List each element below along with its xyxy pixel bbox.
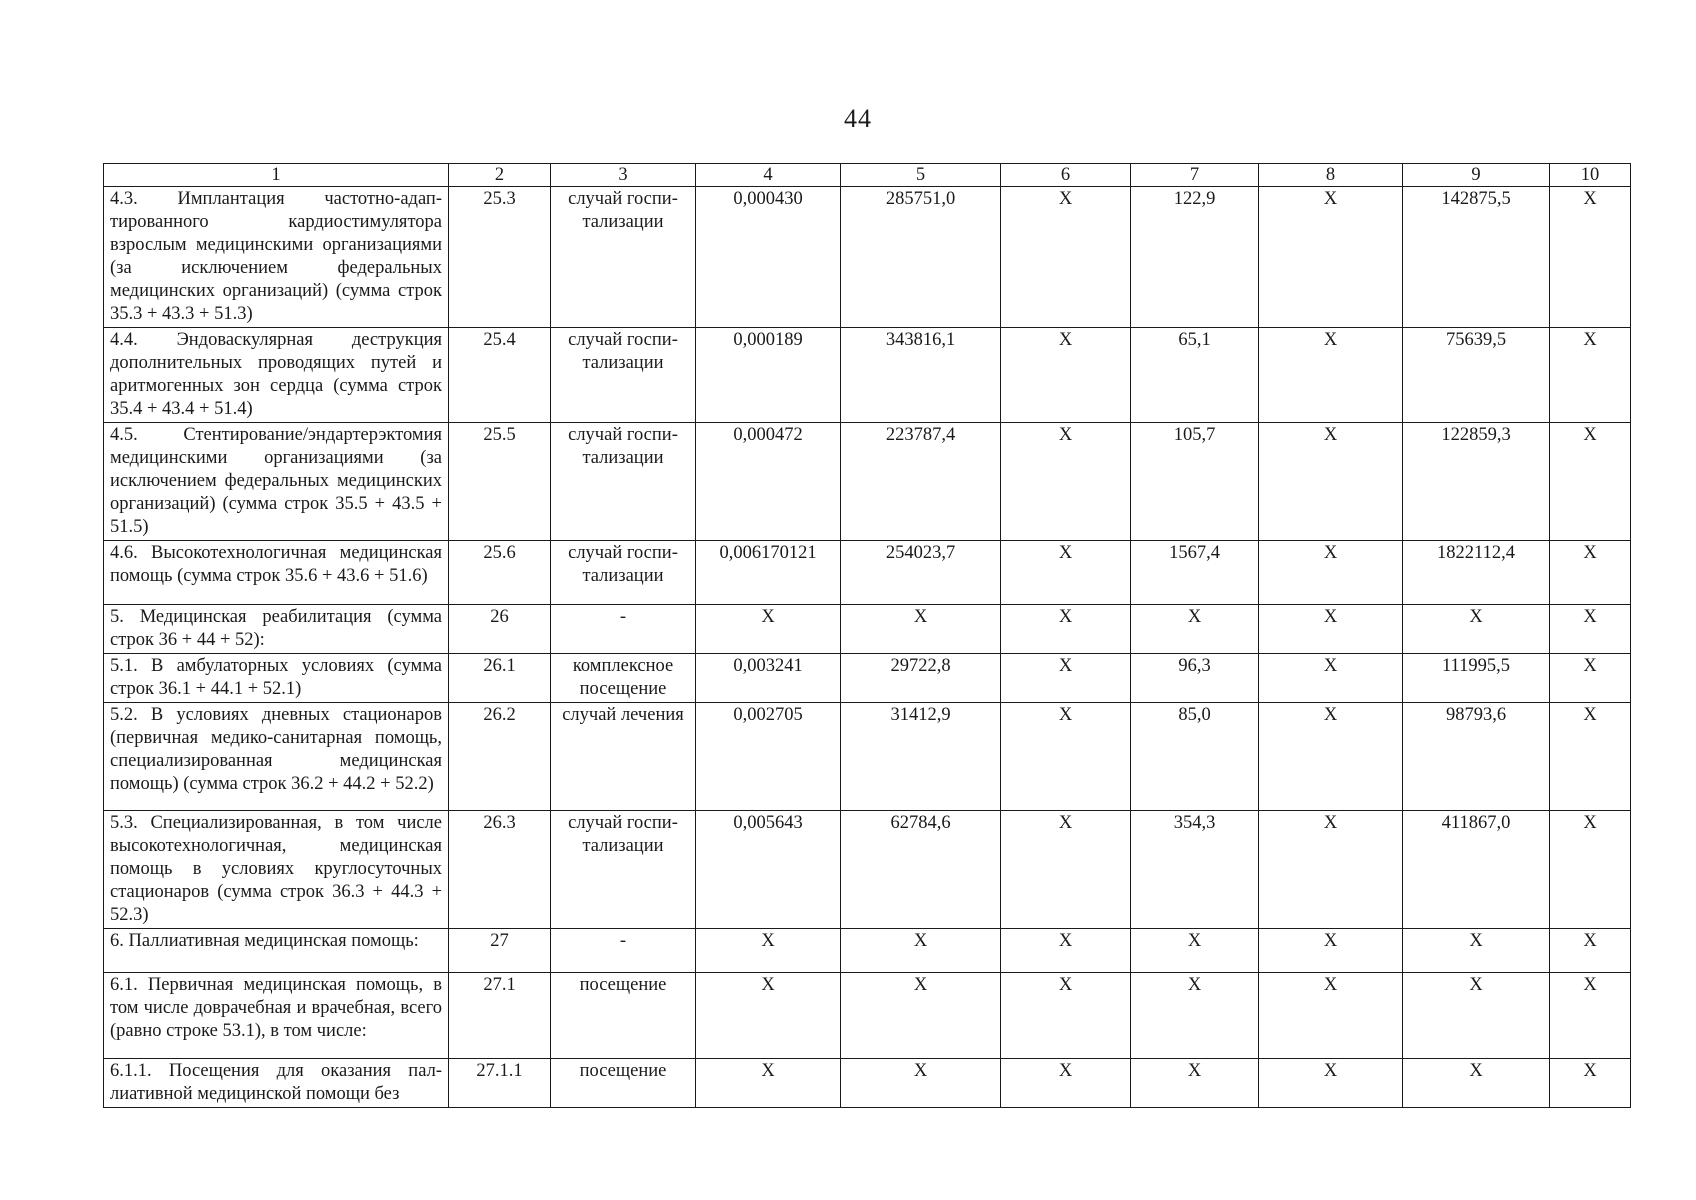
cell-col-8: Х <box>1259 605 1403 654</box>
cell-col-5: Х <box>841 1059 1001 1108</box>
table-row <box>104 605 1631 654</box>
table-header <box>104 164 1631 187</box>
cell-name: 4.3. Имплантация частотно-адаптированного кардиостимулятора взрослым медицинскими организациями (за исключением федеральных медицинских организаций) (сумма строк 35.3 + 43.3 + 51.3) <box>104 187 449 328</box>
cell-col-10: Х <box>1550 973 1631 1059</box>
cell-unit: комплексное посещение <box>551 654 696 703</box>
cell-col-4: 0,000430 <box>696 187 841 328</box>
table-row <box>104 328 1631 423</box>
cell-col-9: 98793,6 <box>1403 703 1550 811</box>
cell-name: 5.2. В условиях дневных стационаров (первичная медико-санитарная помощь, специализированная медицинская помощь) (сумма строк 36.2 + 44.2 + 52.2) <box>104 703 449 811</box>
cell-col-7: Х <box>1131 605 1259 654</box>
header-cell: 8 <box>1259 164 1403 187</box>
cell-row-code: 25.4 <box>449 328 551 423</box>
cell-unit: - <box>551 929 696 973</box>
cell-col-4: 0,006170121 <box>696 541 841 605</box>
page-number: 44 <box>844 104 872 133</box>
cell-col-10: Х <box>1550 1059 1631 1108</box>
cell-row-code: 26 <box>449 605 551 654</box>
cell-col-10: Х <box>1550 654 1631 703</box>
cell-col-7: Х <box>1131 1059 1259 1108</box>
cell-col-6: Х <box>1001 605 1131 654</box>
cell-name: 6.1. Первичная медицинская помощь, в том числе доврачебная и врачебная, всего (равно строке 53.1), в том числе: <box>104 973 449 1059</box>
cell-col-10: Х <box>1550 328 1631 423</box>
cell-col-5: 62784,6 <box>841 811 1001 929</box>
cell-col-6: Х <box>1001 187 1131 328</box>
cell-col-4: Х <box>696 973 841 1059</box>
cell-col-10: Х <box>1550 929 1631 973</box>
cell-col-5: Х <box>841 929 1001 973</box>
header-cell: 4 <box>696 164 841 187</box>
cell-col-6: Х <box>1001 973 1131 1059</box>
cell-col-7: 85,0 <box>1131 703 1259 811</box>
cell-col-5: 254023,7 <box>841 541 1001 605</box>
cell-col-8: Х <box>1259 654 1403 703</box>
cell-col-6: Х <box>1001 423 1131 541</box>
header-cell: 3 <box>551 164 696 187</box>
cell-col-9: 75639,5 <box>1403 328 1550 423</box>
cell-col-9: 111995,5 <box>1403 654 1550 703</box>
cell-row-code: 27.1.1 <box>449 1059 551 1108</box>
cell-col-8: Х <box>1259 541 1403 605</box>
cell-unit: - <box>551 605 696 654</box>
cell-col-8: Х <box>1259 703 1403 811</box>
table-row <box>104 703 1631 811</box>
cell-col-10: Х <box>1550 187 1631 328</box>
cell-col-5: 31412,9 <box>841 703 1001 811</box>
data-table <box>103 163 1631 1108</box>
cell-col-8: Х <box>1259 973 1403 1059</box>
table-row <box>104 654 1631 703</box>
header-row <box>104 164 1631 187</box>
cell-col-4: Х <box>696 1059 841 1108</box>
header-cell: 10 <box>1550 164 1631 187</box>
cell-col-9: 142875,5 <box>1403 187 1550 328</box>
cell-unit: посещение <box>551 973 696 1059</box>
cell-col-6: Х <box>1001 929 1131 973</box>
cell-col-7: Х <box>1131 929 1259 973</box>
cell-col-7: 354,3 <box>1131 811 1259 929</box>
header-cell: 2 <box>449 164 551 187</box>
cell-col-6: Х <box>1001 1059 1131 1108</box>
cell-col-8: Х <box>1259 929 1403 973</box>
cell-col-7: 1567,4 <box>1131 541 1259 605</box>
cell-unit: случай госпитализации <box>551 423 696 541</box>
cell-col-9: Х <box>1403 1059 1550 1108</box>
cell-name: 6.1.1. Посещения для оказания паллиативной медицинской помощи без <box>104 1059 449 1108</box>
cell-row-code: 26.1 <box>449 654 551 703</box>
cell-col-6: Х <box>1001 328 1131 423</box>
cell-col-9: 122859,3 <box>1403 423 1550 541</box>
cell-row-code: 26.3 <box>449 811 551 929</box>
cell-col-9: Х <box>1403 929 1550 973</box>
cell-col-6: Х <box>1001 654 1131 703</box>
cell-unit: случай госпитализации <box>551 187 696 328</box>
cell-col-5: Х <box>841 973 1001 1059</box>
cell-col-9: 1822112,4 <box>1403 541 1550 605</box>
table-row <box>104 423 1631 541</box>
cell-name: 5. Медицинская реабилитация (сумма строк 36 + 44 + 52): <box>104 605 449 654</box>
cell-col-5: 285751,0 <box>841 187 1001 328</box>
cell-name: 6. Паллиативная медицинская помощь: <box>104 929 449 973</box>
table-row <box>104 1059 1631 1108</box>
cell-row-code: 25.3 <box>449 187 551 328</box>
table-row <box>104 187 1631 328</box>
table-row <box>104 973 1631 1059</box>
cell-col-4: 0,002705 <box>696 703 841 811</box>
cell-name: 5.3. Специализированная, в том числе высокотехнологичная, медицинская помощь в условиях круглосуточных стационаров (сумма строк 36.3 + 44.3 + 52.3) <box>104 811 449 929</box>
cell-col-4: Х <box>696 929 841 973</box>
cell-col-8: Х <box>1259 423 1403 541</box>
cell-name: 4.4. Эндоваскулярная деструкция дополнительных проводящих путей и аритмогенных зон сердца (сумма строк 35.4 + 43.4 + 51.4) <box>104 328 449 423</box>
cell-unit: посещение <box>551 1059 696 1108</box>
cell-col-4: 0,005643 <box>696 811 841 929</box>
cell-col-7: 96,3 <box>1131 654 1259 703</box>
cell-col-9: 411867,0 <box>1403 811 1550 929</box>
cell-row-code: 27 <box>449 929 551 973</box>
cell-col-10: Х <box>1550 541 1631 605</box>
cell-col-10: Х <box>1550 605 1631 654</box>
cell-col-5: 29722,8 <box>841 654 1001 703</box>
table-body <box>104 187 1631 1108</box>
cell-row-code: 26.2 <box>449 703 551 811</box>
cell-col-6: Х <box>1001 541 1131 605</box>
table-row <box>104 811 1631 929</box>
cell-col-5: 223787,4 <box>841 423 1001 541</box>
cell-col-5: 343816,1 <box>841 328 1001 423</box>
cell-col-8: Х <box>1259 187 1403 328</box>
header-cell: 5 <box>841 164 1001 187</box>
cell-col-6: Х <box>1001 811 1131 929</box>
cell-col-4: 0,000472 <box>696 423 841 541</box>
cell-col-9: Х <box>1403 973 1550 1059</box>
header-cell: 9 <box>1403 164 1550 187</box>
cell-unit: случай лечения <box>551 703 696 811</box>
cell-col-8: Х <box>1259 811 1403 929</box>
cell-unit: случай госпитализации <box>551 328 696 423</box>
cell-col-7: Х <box>1131 973 1259 1059</box>
cell-col-7: 65,1 <box>1131 328 1259 423</box>
cell-col-4: 0,003241 <box>696 654 841 703</box>
header-cell: 6 <box>1001 164 1131 187</box>
cell-name: 4.6. Высокотехнологичная медицинская помощь (сумма строк 35.6 + 43.6 + 51.6) <box>104 541 449 605</box>
cell-col-10: Х <box>1550 703 1631 811</box>
cell-col-8: Х <box>1259 1059 1403 1108</box>
table-row <box>104 929 1631 973</box>
cell-col-4: 0,000189 <box>696 328 841 423</box>
header-cell: 1 <box>104 164 449 187</box>
cell-row-code: 27.1 <box>449 973 551 1059</box>
cell-col-7: 122,9 <box>1131 187 1259 328</box>
cell-name: 4.5. Стентирование/эндартерэктомия медицинскими организациями (за исключением федеральных медицинских организаций) (сумма строк 35.5 + 43.5 + 51.5) <box>104 423 449 541</box>
cell-col-4: Х <box>696 605 841 654</box>
table-row <box>104 541 1631 605</box>
cell-col-10: Х <box>1550 811 1631 929</box>
cell-row-code: 25.5 <box>449 423 551 541</box>
cell-col-6: Х <box>1001 703 1131 811</box>
cell-row-code: 25.6 <box>449 541 551 605</box>
cell-col-7: 105,7 <box>1131 423 1259 541</box>
cell-name: 5.1. В амбулаторных условиях (сумма строк 36.1 + 44.1 + 52.1) <box>104 654 449 703</box>
cell-col-9: Х <box>1403 605 1550 654</box>
cell-col-8: Х <box>1259 328 1403 423</box>
cell-col-10: Х <box>1550 423 1631 541</box>
cell-unit: случай госпитализации <box>551 541 696 605</box>
cell-unit: случай госпитализации <box>551 811 696 929</box>
cell-col-5: Х <box>841 605 1001 654</box>
header-cell: 7 <box>1131 164 1259 187</box>
